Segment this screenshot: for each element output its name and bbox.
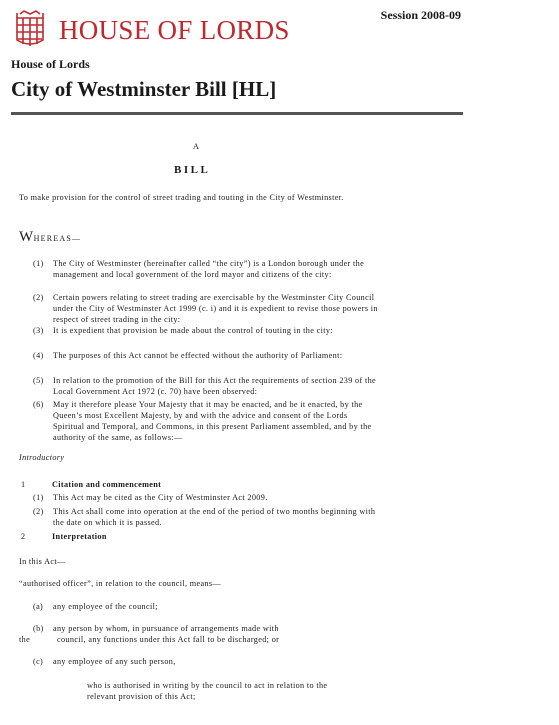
- subsection-text: This Act shall come into operation at the end of the period of two months beginning with the date on which it is passed.: [53, 507, 376, 527]
- recital-text: It is expedient that provision be made about the control of touting in the city:: [53, 326, 333, 335]
- recital-number: (6): [33, 400, 44, 409]
- paragraph-number: (a): [33, 602, 44, 611]
- subsection-number: (2): [33, 507, 44, 516]
- recital-text: The City of Westminster (hereinafter called “the city”) is a London borough under the management and local government of the lord mayor and citizens of the city:: [53, 259, 365, 279]
- house-name: HOUSE OF LORDS: [59, 15, 290, 45]
- subsection-text: This Act may be cited as the City of Westminster Act 2009.: [53, 493, 268, 502]
- recital-number: (1): [33, 259, 44, 268]
- recital-text: Certain powers relating to street trading are exercisable by the Westminster City Council under the City of Westminster Act 1999 (c. i) and it is expedient to revise those powers in respect of street trading in the city:: [53, 293, 378, 324]
- recital-text: May it therefore please Your Majesty that it may be enacted, and be it enacted, by the Queen’s most Excellent Majesty, by and with the advice and consent of the Lords Spiritual and Temporal, and Commons, in this present Parliament assembled, and by the authority of the same, as follows:—: [53, 400, 372, 442]
- whereas-heading: [19, 228, 81, 246]
- subsection-number: (1): [33, 493, 44, 502]
- header-rule: [11, 112, 463, 115]
- section-number: 1: [21, 480, 26, 489]
- continuation-lead: the: [19, 635, 31, 644]
- recital-text: The purposes of this Act cannot be effected without the authority of Parliament:: [53, 351, 343, 360]
- closing-line: who is authorised in writing by the council to act in relation to the: [87, 681, 328, 690]
- paragraph-text: any employee of any such person,: [53, 657, 176, 666]
- whereas-rest: HEREAS—: [33, 234, 82, 243]
- long-title: To make provision for the control of street trading and touting in the City of Westminster.: [19, 193, 344, 202]
- paragraph-number: (c): [33, 657, 44, 666]
- introductory-heading: Introductory: [19, 453, 65, 462]
- a-label: A: [193, 142, 200, 151]
- portcullis-logo-icon: [14, 10, 46, 50]
- definition-text: “authorised officer”, in relation to the council, means—: [19, 579, 222, 588]
- house-label: House of Lords: [11, 57, 90, 71]
- section-number: 2: [21, 532, 26, 541]
- continuation-text: council, any functions under this Act fall to be discharged; or: [57, 635, 280, 644]
- paragraph-text: any employee of the council;: [53, 602, 158, 611]
- section-heading: Citation and commencement: [52, 480, 162, 489]
- recital-number: (4): [33, 351, 44, 360]
- closing-line: relevant provision of this Act;: [87, 692, 196, 701]
- bill-title: City of Westminster Bill [HL]: [11, 77, 277, 101]
- section-intro: In this Act—: [19, 557, 66, 566]
- recital-number: (3): [33, 326, 44, 335]
- recital-number: (2): [33, 293, 44, 302]
- recital-number: (5): [33, 376, 44, 385]
- whereas-initial: W: [19, 229, 34, 245]
- recital-text: In relation to the promotion of the Bill for this Act the requirements of section 239 of the Local Government Act 1972 (c. 70) have been observed:: [53, 376, 377, 396]
- section-heading: Interpretation: [52, 532, 107, 541]
- paragraph-text: any person by whom, in pursuance of arrangements made with: [53, 624, 279, 633]
- session-label: Session 2008-09: [380, 8, 461, 22]
- bill-heading: BILL: [174, 164, 211, 176]
- paragraph-number: (b): [33, 624, 44, 633]
